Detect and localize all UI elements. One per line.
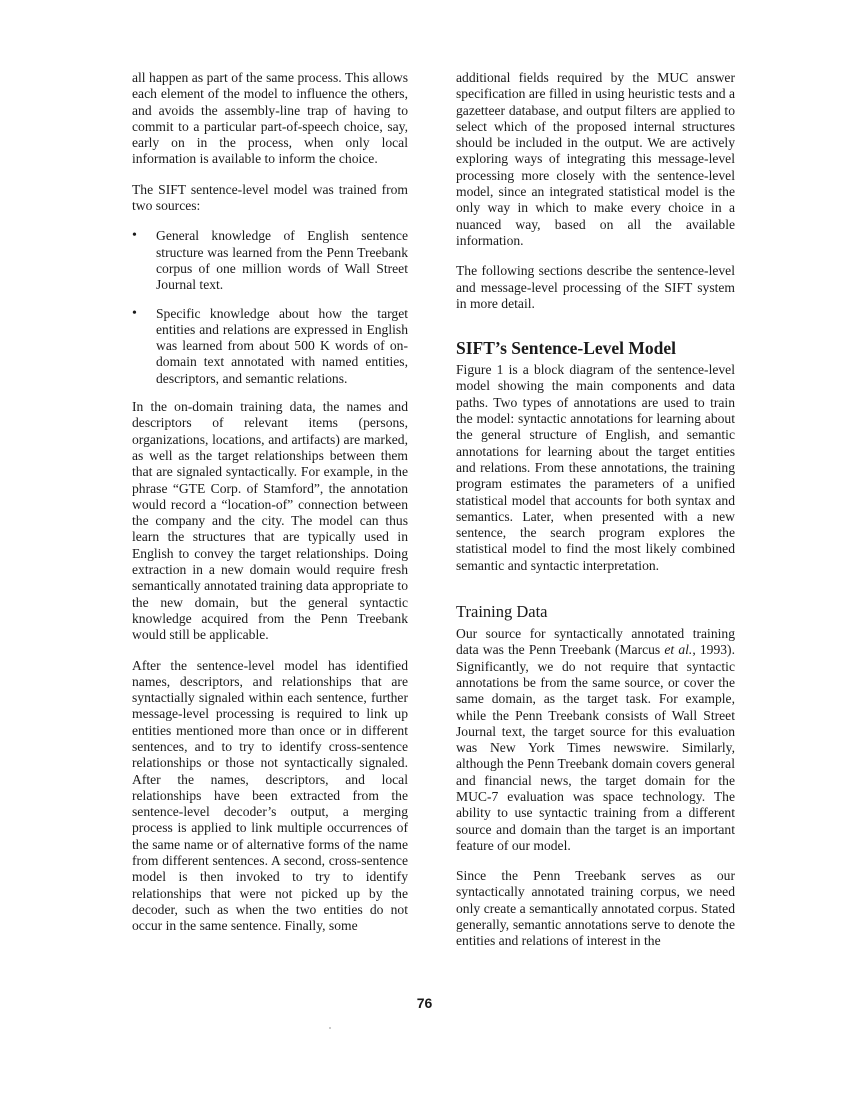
list-item bbox=[132, 306, 408, 387]
list-item-text: Specific knowledge about how the target entities and relations are expressed in English was learned from about 500 K words of on-domain text annotated with named entities, descriptors, and semantic relations. bbox=[156, 305, 408, 386]
left-column bbox=[132, 70, 408, 949]
paragraph: The following sections describe the sentence-level and message-level processing of the SIFT system in more detail. bbox=[456, 263, 735, 311]
paragraph-text: Our source for syntactically annotated training data was the Penn Treebank (Marcus bbox=[456, 626, 735, 658]
paragraph: Figure 1 is a block diagram of the sentence-level model showing the main components and data paths. Two types of annotations are used to train the model: syntactic annotations for learning about the general structure of English, and semantic annotations for learning about the target entities and relations. From these annotations, the training program estimates the parameters of a unified statistical model that accounts for both syntax and semantics. Later, when presented with a new sentence, the search program explores the statistical model to find the most likely combined semantic and syntactic interpretation. bbox=[456, 362, 735, 573]
bullet-icon: • bbox=[132, 228, 137, 244]
paragraph: In the on-domain training data, the names and descriptors of relevant items (persons, organizations, locations, and artifacts) are marked, as well as the target relationships between them that are signaled syntactically. For example, in the phrase “GTE Corp. of Stamford”, the annotation would record a “location-of” connection between the company and the city. The model can thus learn the structures that are typically used in English to convey the target relationships. Doing extraction in a new domain would require fresh semantically annotated training data appropriate to the new domain, but the general syntactic knowledge acquired from the Penn Treebank would still be applicable. bbox=[132, 399, 408, 643]
citation-italic: et al. bbox=[664, 642, 693, 658]
paragraph-text: , 1993). Significantly, we do not require that syntactic annotations be from the same source, or cover the same domain, as the target task. For example, while the Penn Treebank consists of Wall Street Journal text, the target source for this evaluation was New York Times newswire. Similarly, although the Penn Treebank domain covers general and financial news, the target domain for the MUC-7 evaluation was space technology. The ability to use syntactic training from a different source and domain than the target is an important feature of our model. bbox=[456, 642, 735, 853]
paragraph: The SIFT sentence-level model was trained from two sources: bbox=[132, 181, 408, 214]
bullet-list bbox=[132, 228, 408, 387]
scan-speck bbox=[329, 1027, 331, 1029]
bullet-icon: • bbox=[132, 305, 137, 321]
paragraph: Since the Penn Treebank serves as our syntactically annotated training corpus, we need only create a semantically annotated corpus. Stated generally, semantic annotations serve to denote the entities and relations of interest in the bbox=[456, 868, 735, 949]
subsection-heading: Training Data bbox=[456, 602, 548, 622]
paragraph bbox=[456, 626, 735, 854]
section-heading: SIFT’s Sentence-Level Model bbox=[456, 338, 677, 359]
paragraph: After the sentence-level model has identified names, descriptors, and relationships that are syntactially signaled within each sentence, further message-level processing is required to link up entities mentioned more than once or in different sentences, and to try to identify cross-sentence relationships or those not syntactically signaled. After the names, descriptors, and local relationships have been extracted from the sentence-level decoder’s output, a merging process is applied to link multiple occurrences of the same name or of alternative forms of the name from different sentences. A second, cross-sentence model is then invoked to try to identify relationships that were not picked up by the decoder, such as when the two entities do not occur in the same sentence. Finally, some bbox=[132, 657, 408, 934]
paragraph: all happen as part of the same process. This allows each element of the model to influence the others, and avoids the assembly-line trap of having to commit to a particular part-of-speech choice, say, early on in the process, when only local information is available to inform the choice. bbox=[132, 70, 408, 167]
list-item-text: General knowledge of English sentence structure was learned from the Penn Treebank corpus of one million words of Wall Street Journal text. bbox=[156, 228, 408, 293]
paragraph: additional fields required by the MUC answer specification are filled in using heuristic tests and a gazetteer database, and output filters are applied to select which of the proposed internal structures should be included in the output. We are actively exploring ways of integrating this message-level processing more closely with the sentence-level model, since an integrated statistical model is the only way in which to make every choice in a nuanced way, based on all the available information. bbox=[456, 70, 735, 248]
list-item bbox=[132, 228, 408, 293]
page-number: 76 bbox=[416, 995, 433, 1011]
right-column bbox=[456, 70, 735, 964]
